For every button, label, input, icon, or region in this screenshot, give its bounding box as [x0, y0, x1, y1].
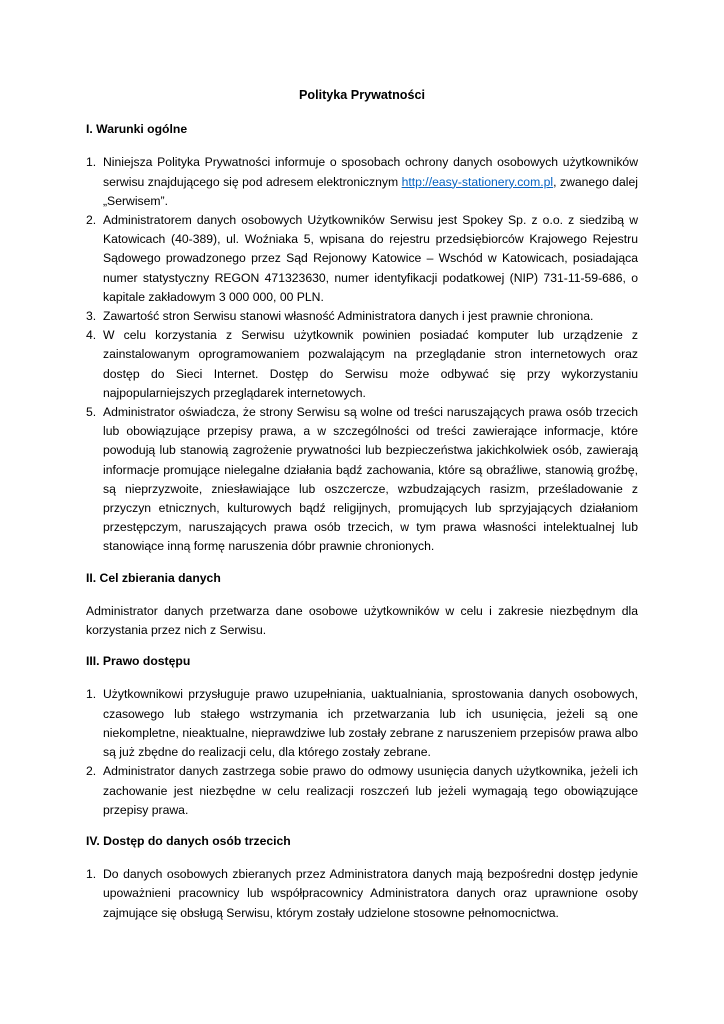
- list-item-text: W celu korzystania z Serwisu użytkownik powinien posiadać komputer lub urządzenie z zainstalowanym oprogramowaniem pozwalającym na przeglądanie stron internetowych oraz dostęp do Sieci Internet. Dostęp do Serwisu może odbywać się przy wykorzystaniu najpopularniejszych przeglądarek internetowych.: [103, 328, 638, 400]
- list-item: [86, 307, 638, 326]
- list-item: [86, 326, 638, 403]
- list-item: [86, 685, 638, 762]
- list-item: [86, 211, 638, 307]
- section-paragraph: Administrator danych przetwarza dane osobowe użytkowników w celu i zakresie niezbędnym dla korzystania przez nich z Serwisu.: [86, 603, 638, 638]
- list-item-number: 2.: [86, 213, 97, 228]
- section-heading-warunki-ogolne: I. Warunki ogólne: [86, 122, 188, 137]
- section-heading-dostep-do-danych: IV. Dostęp do danych osób trzecich: [86, 833, 291, 848]
- list-item-text-before-link: Niniejsza Polityka Prywatności informuje o sposobach ochrony danych osobowych użytkowników serwisu znajdującego się pod adresem elektronicznym: [103, 155, 638, 189]
- document-page: [86, 86, 638, 935]
- list-item-text: Administratorem danych osobowych Użytkowników Serwisu jest Spokey Sp. z o.o. z siedzibą w Katowicach (40-389), ul. Woźniaka 5, wpisana do rejestru przedsiębiorców Krajowego Rejestru Sądowego prowadzonego przez Sąd Rejonowy Katowice – Wschód w Katowicach, posiadająca numer statystyczny REGON 471323630, numer identyfikacji podatkowej (NIP) 731-11-59-686, o kapitale zakładowym 3 000 000, 00 PLN.: [103, 213, 638, 304]
- list-item-number: 1.: [86, 867, 97, 882]
- list-item: [86, 865, 638, 923]
- list-item: [86, 762, 638, 820]
- list-item-number: 4.: [86, 328, 97, 343]
- list-item-text: [103, 153, 638, 211]
- list-item-number: 3.: [86, 309, 97, 324]
- list-dostep-do-danych: [86, 865, 638, 923]
- list-warunki-ogolne: [86, 153, 638, 556]
- list-item-number: 5.: [86, 405, 97, 420]
- list-item-number: 1.: [86, 687, 97, 702]
- list-item: [86, 403, 638, 557]
- document-title: Polityka Prywatności: [299, 88, 425, 102]
- list-item-text: Administrator oświadcza, że strony Serwisu są wolne od treści naruszających prawa osób trzecich lub obowiązujące przepisy prawa, a w szczególności od treści zawierające informacje, które powodują lub stanowią zagrożenie prywatności lub bezpieczeństwa jakichkolwiek osób, zawierają informacje promujące nielegalne działania bądź zachowania, które są obraźliwe, stanowią groźbę, są nieprzyzwoite, zniesławiające lub oszczercze, wzbudzających rasizm, prześladowanie z przyczyn etnicznych, kulturowych bądź religijnych, promujących lub sprzyjających działaniom przestępczym, naruszających prawa osób trzecich, w tym prawa własności intelektualnej lub stanowiące inną formę naruszenia dóbr prawnie chronionych.: [103, 405, 638, 554]
- list-prawo-dostepu: [86, 685, 638, 819]
- list-item-number: 2.: [86, 764, 97, 779]
- list-item-text: Zawartość stron Serwisu stanowi własność Administratora danych i jest prawnie chroniona.: [103, 309, 594, 324]
- list-item-text: Do danych osobowych zbieranych przez Administratora danych mają bezpośredni dostęp jedynie upoważnieni pracownicy lub współpracownicy Administratora danych oraz uprawnione osoby zajmujące się obsługą Serwisu, którym zostały udzielone stosowne pełnomocnictwa.: [103, 867, 638, 920]
- list-item-text-after-link: , zwanego dalej „Serwisem”.: [103, 174, 638, 208]
- list-item-text: Administrator danych zastrzega sobie prawo do odmowy usunięcia danych użytkownika, jeżeli ich zachowanie jest niezbędne w celu realizacji roszczeń lub jeżeli wymagają tego obowiązujące przepisy prawa.: [103, 764, 638, 817]
- list-item-text: Użytkownikowi przysługuje prawo uzupełniania, uaktualniania, sprostowania danych osobowych, czasowego lub stałego wstrzymania ich przetwarzania lub ich usunięcia, jeżeli są one niekompletne, nieaktualne, nieprawdziwe lub zostały zebrane z naruszeniem przepisów prawa albo są już zbędne do realizacji celu, dla którego zostały zebrane.: [103, 687, 638, 760]
- service-url-link[interactable]: http://easy-stationery.com.pl: [401, 174, 554, 189]
- list-item: [86, 153, 638, 211]
- list-item-number: 1.: [86, 155, 97, 170]
- section-heading-cel-zbierania-danych: II. Cel zbierania danych: [86, 570, 221, 585]
- section-heading-prawo-dostepu: III. Prawo dostępu: [86, 654, 191, 669]
